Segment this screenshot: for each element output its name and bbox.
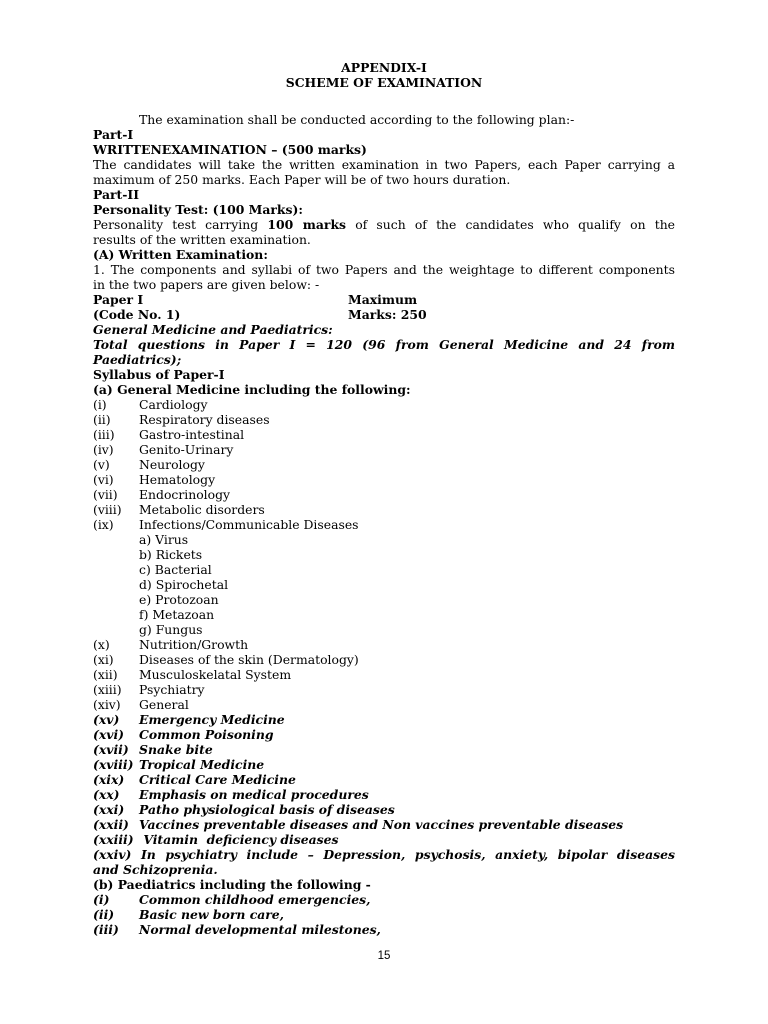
list-item bbox=[93, 412, 675, 427]
infections-sublist bbox=[93, 532, 675, 637]
item-text: Diseases of the skin (Dermatology) bbox=[139, 652, 359, 667]
item-number: (xxi) bbox=[93, 802, 125, 817]
item-number: (ii) bbox=[93, 412, 111, 427]
item-text: Emphasis on medical procedures bbox=[139, 787, 369, 802]
item-text: Tropical Medicine bbox=[139, 757, 265, 772]
list-item bbox=[93, 787, 675, 802]
list-item bbox=[93, 712, 675, 727]
item-number: (x) bbox=[93, 637, 110, 652]
part1-label: Part-I bbox=[93, 127, 134, 142]
appendix-heading: APPENDIX-I bbox=[341, 60, 427, 75]
item-number: (xvi) bbox=[93, 727, 125, 742]
item-text: Normal developmental milestones, bbox=[139, 922, 381, 937]
item-number: (xii) bbox=[93, 667, 118, 682]
list-item bbox=[93, 817, 675, 832]
part1-title: WRITTENEXAMINATION – (500 marks) bbox=[93, 142, 367, 157]
list-item bbox=[93, 472, 675, 487]
infection-subitem: c) Bacterial bbox=[139, 562, 212, 577]
item-number: (v) bbox=[93, 457, 110, 472]
list-item bbox=[93, 742, 675, 757]
infection-subitem: e) Protozoan bbox=[139, 592, 219, 607]
item-number: (viii) bbox=[93, 502, 122, 517]
list-item bbox=[93, 727, 675, 742]
item-number: (xiii) bbox=[93, 682, 122, 697]
item-number: (xi) bbox=[93, 652, 114, 667]
item-text: Critical Care Medicine bbox=[139, 772, 296, 787]
list-item bbox=[93, 397, 675, 412]
item-text: Hematology bbox=[139, 472, 216, 487]
item-text: Vaccines preventable diseases and Non vaccines preventable diseases bbox=[139, 817, 624, 832]
list-item bbox=[93, 922, 675, 937]
paper-row2: (Code No. 1) Marks: 250 bbox=[93, 307, 427, 322]
section-b-title: (b) Paediatrics including the following - bbox=[93, 877, 371, 892]
list-item bbox=[93, 667, 675, 682]
item-number: (xix) bbox=[93, 772, 125, 787]
general-medicine-list bbox=[93, 397, 675, 532]
item-number: (xx) bbox=[93, 787, 120, 802]
intro-text: The examination shall be conducted according to the following plan:- bbox=[139, 112, 575, 127]
item-number: (iii) bbox=[93, 427, 115, 442]
part2-title: Personality Test: (100 Marks): bbox=[93, 202, 303, 217]
general-medicine-bold-list bbox=[93, 712, 675, 847]
paper-total-line2: Paediatrics); bbox=[93, 352, 182, 367]
list-item bbox=[93, 802, 675, 817]
item-text: Nutrition/Growth bbox=[139, 637, 249, 652]
item-text: Cardiology bbox=[139, 397, 208, 412]
part1-para-line2: maximum of 250 marks. Each Paper will be of two hours duration. bbox=[93, 172, 511, 187]
list-item bbox=[93, 682, 675, 697]
infection-subitem: g) Fungus bbox=[139, 622, 203, 637]
item-number: (iii) bbox=[93, 922, 119, 937]
item-text: Snake bite bbox=[139, 742, 213, 757]
paediatrics-list bbox=[93, 892, 675, 937]
item-text: Psychiatry bbox=[139, 682, 205, 697]
infection-subitem: a) Virus bbox=[139, 532, 189, 547]
item-number: (i) bbox=[93, 892, 110, 907]
list-item bbox=[93, 427, 675, 442]
item-text: Patho physiological basis of diseases bbox=[139, 802, 395, 817]
item-text: Emergency Medicine bbox=[139, 712, 285, 727]
infection-subitem: b) Rickets bbox=[139, 547, 203, 562]
item-text: Infections/Communicable Diseases bbox=[139, 517, 359, 532]
written-exam-title: (A) Written Examination: bbox=[93, 247, 268, 262]
part2-label: Part-II bbox=[93, 187, 139, 202]
item-text: Neurology bbox=[139, 457, 205, 472]
list-item bbox=[93, 442, 675, 457]
item-number: (ii) bbox=[93, 907, 115, 922]
section-a-title: (a) General Medicine including the following: bbox=[93, 382, 411, 397]
list-item bbox=[93, 697, 675, 712]
item-xxiv-line2: and Schizoprenia. bbox=[93, 862, 218, 877]
item-number: (ix) bbox=[93, 517, 114, 532]
item-text: Common Poisoning bbox=[139, 727, 274, 742]
item-text: Respiratory diseases bbox=[139, 412, 270, 427]
item-number: (xvii) bbox=[93, 742, 129, 757]
item-text: Metabolic disorders bbox=[139, 502, 265, 517]
item-number: (xv) bbox=[93, 712, 120, 727]
list-item bbox=[93, 637, 675, 652]
list-item bbox=[93, 892, 675, 907]
list-item bbox=[93, 832, 675, 847]
general-medicine-list-continued bbox=[93, 637, 675, 712]
list-item bbox=[93, 652, 675, 667]
infection-subitem: d) Spirochetal bbox=[139, 577, 229, 592]
item-text: Genito-Urinary bbox=[139, 442, 234, 457]
item-number: (xxiii) bbox=[93, 832, 134, 847]
syllabus-title: Syllabus of Paper-I bbox=[93, 367, 225, 382]
item-text: Musculoskelatal System bbox=[139, 667, 292, 682]
list-item bbox=[93, 487, 675, 502]
item-number: (iv) bbox=[93, 442, 114, 457]
item-number: (xxii) bbox=[93, 817, 129, 832]
part2-para-line2: results of the written examination. bbox=[93, 232, 311, 247]
item-number: (vi) bbox=[93, 472, 114, 487]
list-item bbox=[93, 517, 675, 532]
list-item bbox=[93, 772, 675, 787]
item-text: Basic new born care, bbox=[139, 907, 284, 922]
item-number: (xviii) bbox=[93, 757, 134, 772]
item-text: Endocrinology bbox=[139, 487, 231, 502]
written-line2: in the two papers are given below: - bbox=[93, 277, 320, 292]
item-number: (vii) bbox=[93, 487, 118, 502]
list-item bbox=[93, 502, 675, 517]
list-item bbox=[93, 457, 675, 472]
part1-para-line1: The candidates will take the written examination in two Papers, each Paper carrying a bbox=[93, 157, 675, 172]
paper-subject: General Medicine and Paediatrics: bbox=[93, 322, 333, 337]
item-text: Vitamin deficiency diseases bbox=[139, 832, 339, 847]
list-item bbox=[93, 907, 675, 922]
item-number: (xiv) bbox=[93, 697, 121, 712]
item-xxiv-line1: (xxiv) In psychiatry include – Depression, psychosis, anxiety, bipolar diseases bbox=[93, 847, 675, 862]
item-text: Gastro-intestinal bbox=[139, 427, 245, 442]
paper-total-line1: Total questions in Paper I = 120 (96 from General Medicine and 24 from bbox=[93, 337, 675, 352]
scheme-heading: SCHEME OF EXAMINATION bbox=[285, 75, 483, 90]
document-page bbox=[93, 60, 675, 937]
part2-para-line1: Personality test carrying 100 marks of such of the candidates who qualify on the bbox=[93, 217, 676, 232]
written-line1: 1. The components and syllabi of two Papers and the weightage to different components bbox=[93, 262, 675, 277]
page-number: 15 bbox=[377, 950, 391, 962]
item-text: General bbox=[139, 697, 189, 712]
item-number: (i) bbox=[93, 397, 107, 412]
paper-row1: Paper I Maximum bbox=[93, 292, 418, 307]
item-text: Common childhood emergencies, bbox=[139, 892, 371, 907]
infection-subitem: f) Metazoan bbox=[139, 607, 215, 622]
list-item bbox=[93, 757, 675, 772]
